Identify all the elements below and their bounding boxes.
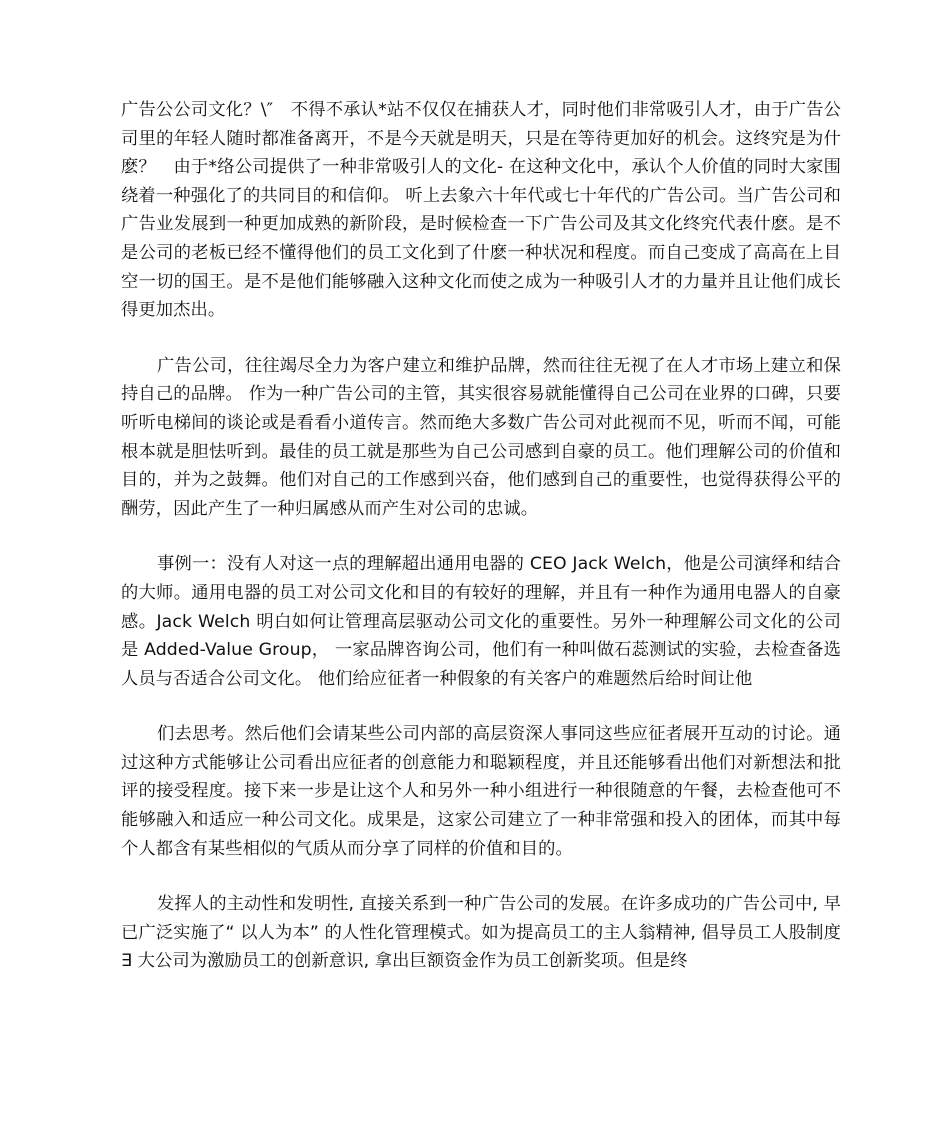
paragraph-1: 广告公公司文化？\″ 不得不承认*站不仅仅在捕获人才，同时他们非常吸引人才，由于广告公司里的年轻人随时都准备离开，不是今天就是明天，只是在等待更加好的机会。这终究是为什麽？ 由于*络公司提供了一种非常吸引人的文化- 在这种文化中，承认个人价值的同时大家围绕着一种强化了的共同目的和信仰。 听上去象六十年代或七十年代的广告公司。当广告公司和广告业发展到一种更加成熟的新阶段，是时候检查一下广告公司及其文化终究代表什麽。是不是公司的老板已经不懂得他们的员工文化到了什麽一种状况和程度。而自己变成了高高在上目空一切的国王。是不是他们能够融入这种文化而使之成为一种吸引人才的力量并且让他们成长得更加杰出。 [121,100,841,321]
paragraph-5: 发挥人的主动性和发明性, 直接关系到一种广告公司的发展。在许多成功的广告公司中, 早已广泛实施了“ 以人为本” 的人性化管理模式。如为提高员工的主人翁精神, 倡导员工人股制度∃ 大公司为激励员工的创新意识, 拿出巨额资金作为员工创新奖项。但是终 [121,894,841,972]
paragraph-3: 事例一：没有人对这一点的理解超出通用电器的 CEO Jack Welch，他是公司演绎和结合的大师。通用电器的员工对公司文化和目的有较好的理解，并且有一种作为通用电器人的自豪感。Jack Welch 明白如何让管理高层驱动公司文化的重要性。另外一种理解公司文化的公司是 Added-Value Group， 一家品牌咨询公司，他们有一种叫做石蕊测试的实验，去检查备选人员与否适合公司文化。 他们给应征者一种假象的有关客户的难题然后给时间让他 [121,554,841,689]
paragraph-2: 广告公司，往往竭尽全力为客户建立和维护品牌，然而往往无视了在人才市场上建立和保持自己的品牌。 作为一种广告公司的主管，其实很容易就能懂得自己公司在业界的口碑，只要听听电梯间的谈论或是看看小道传言。然而绝大多数广告公司对此视而不见，听而不闻，可能根本就是胆怯听到。最佳的员工就是那些为自己公司感到自豪的员工。他们理解公司的价值和目的，并为之鼓舞。他们对自己的工作感到兴奋，他们感到自己的重要性，也觉得获得公平的酬劳，因此产生了一种归属感从而产生对公司的忠诚。 [121,355,841,519]
paragraph-4: 们去思考。然后他们会请某些公司内部的高层资深人事同这些应征者展开互动的讨论。通过这种方式能够让公司看出应征者的创意能力和聪颖程度，并且还能够看出他们对新想法和批评的接受程度。接下来一步是让这个人和另外一种小组进行一种很随意的午餐，去检查他可不能够融入和适应一种公司文化。成果是，这家公司建立了一种非常强和投入的团体，而其中每个人都含有某些相似的气质从而分享了同样的价值和目的。 [121,724,841,859]
document-page [121,96,841,976]
